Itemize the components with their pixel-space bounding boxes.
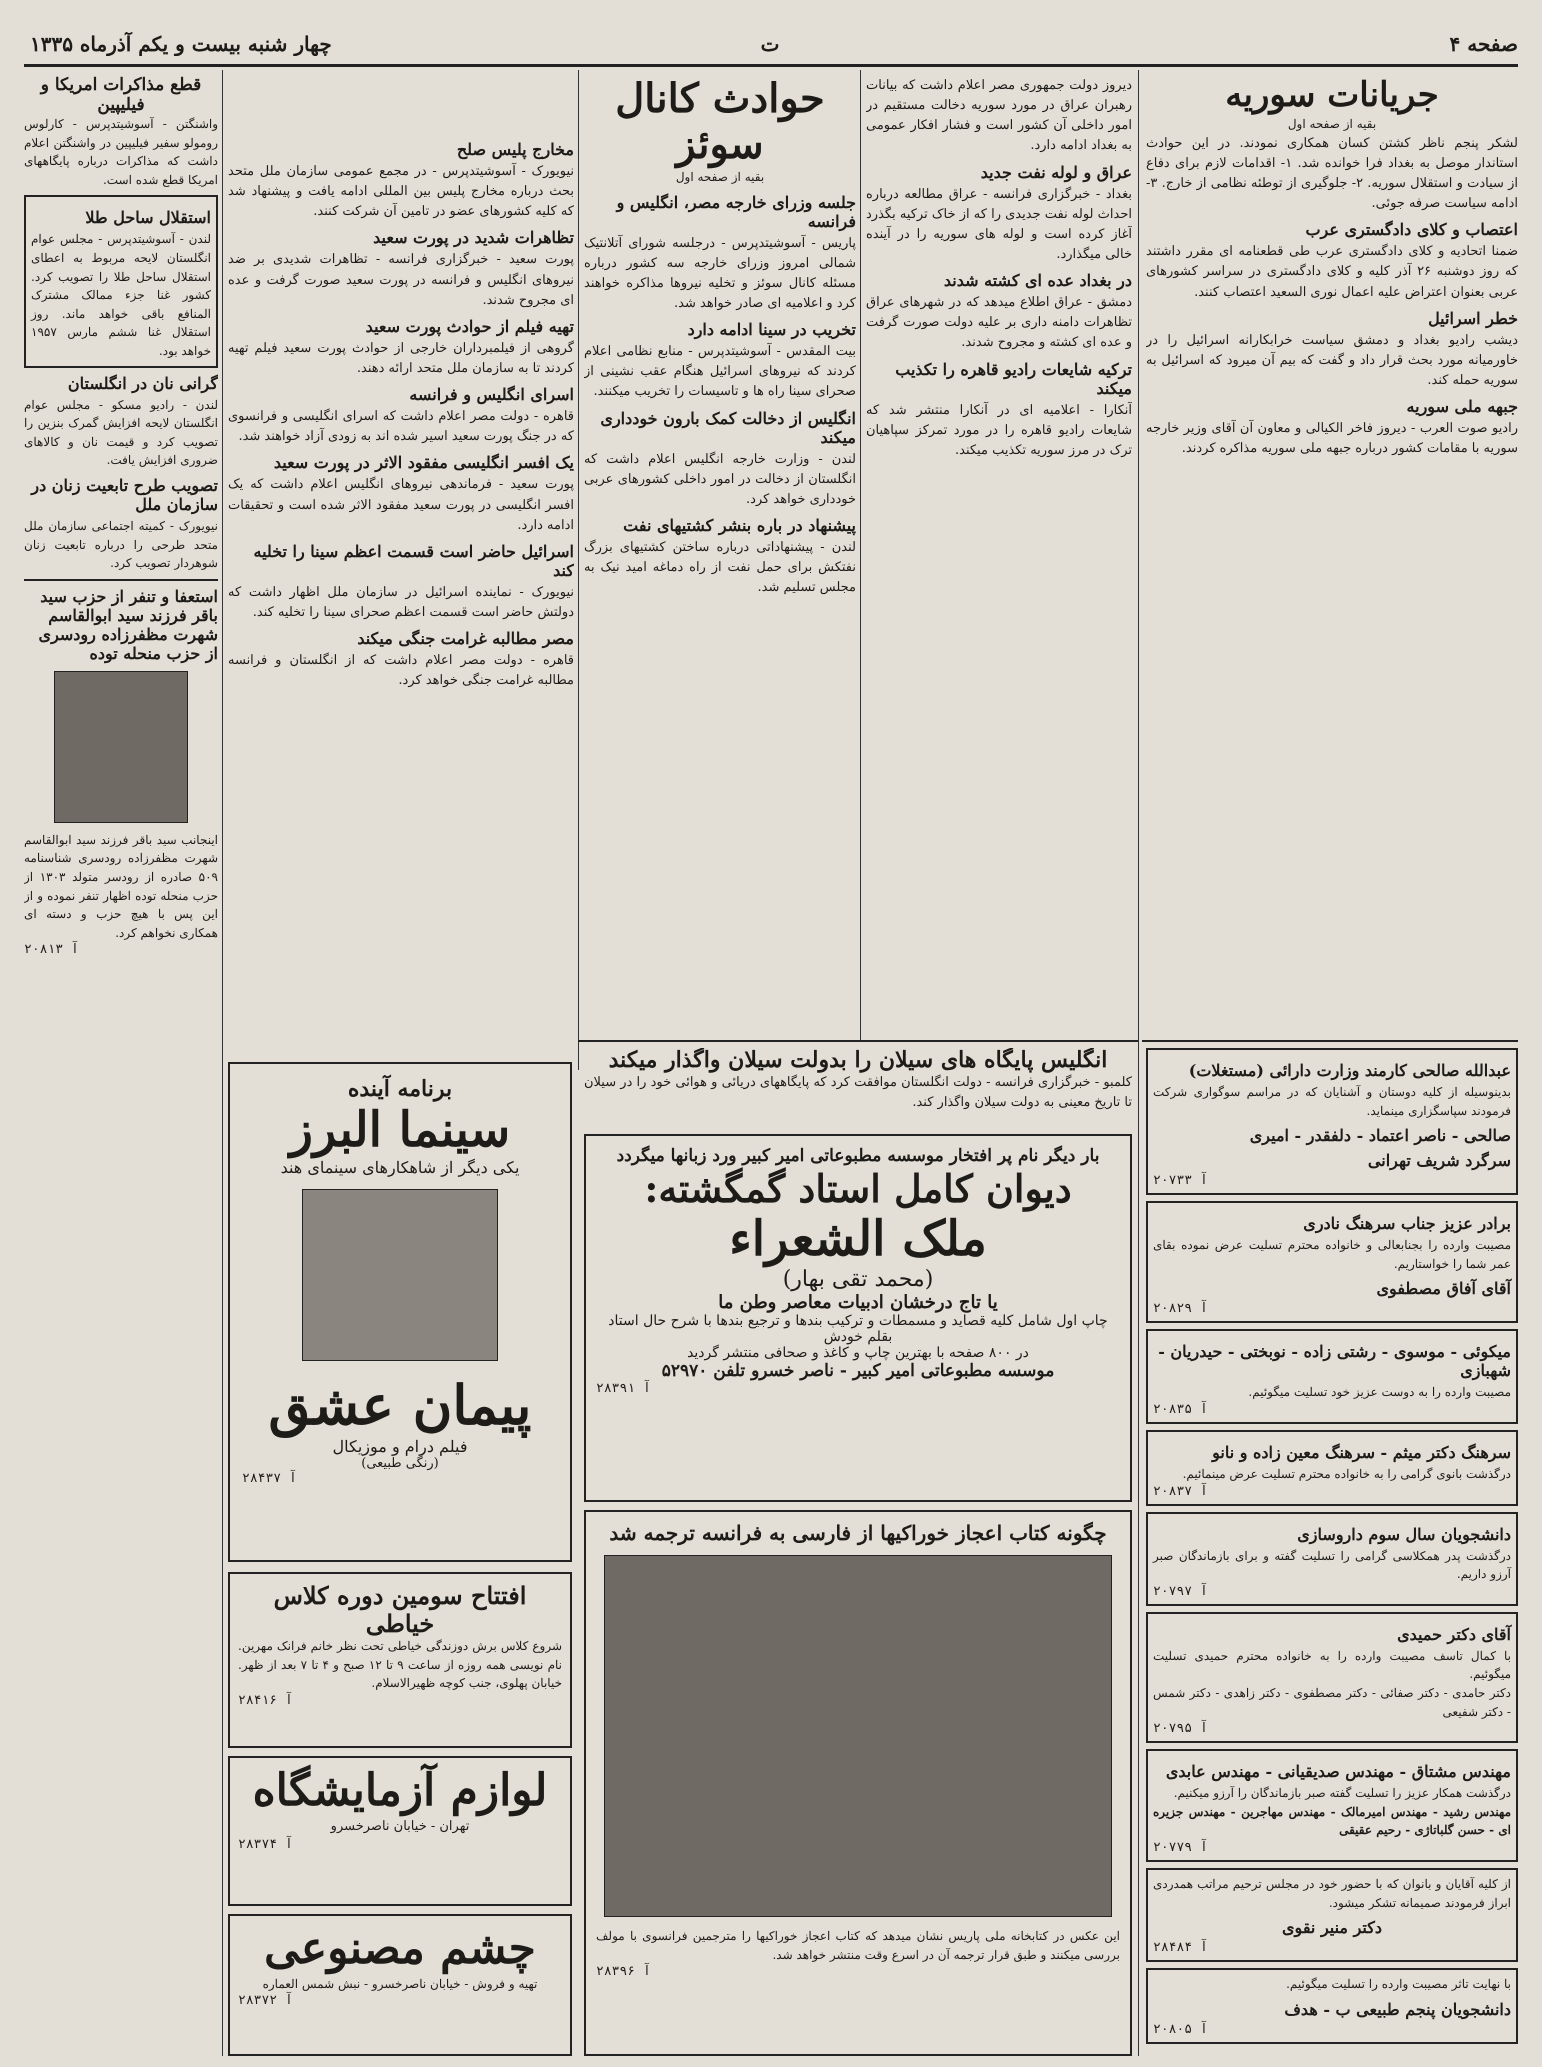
- ad-code: ۲۸۳۷۲ آ: [238, 1993, 293, 2009]
- article-body: لندن - پیشنهاداتی درباره ساختن کشتیهای بزرگ نفتکش برای حمل نفت از راه دماغه امید نیک به مجلس تسلیم شد.: [584, 540, 856, 596]
- notice-title: عبدالله صالحی کارمند وزارت دارائی (مستغلات): [1188, 1061, 1511, 1080]
- article-body: دیشب رادیو بغداد و دمشق سیاست خرابکارانه اسرائیل را در خاورمیانه مورد بحث قرار داد و گفت که بیم آن میرود که اسرائیل به سوریه حمله کند.: [1146, 332, 1518, 388]
- column-rule: [222, 70, 223, 2056]
- article-subheading: گرانی نان در انگلستان: [67, 373, 218, 393]
- ad-tagline: یکی دیگر از شاهکارهای سینمای هند: [280, 1158, 520, 1177]
- section-rule: [578, 1040, 1138, 1042]
- article-suez-cont: [228, 134, 574, 1034]
- article-body: لندن - آسوشیتدپرس - مجلس عوام انگلستان لایحه مربوط به اعطای استقلال ساحل طلا را تصویب کرد. کشور غنا جزء ممالک مشترک المنافع باقی خواهد ماند. روز استقلال غنا ششم مارس ۱۹۵۷ خواهد بود.: [31, 232, 211, 359]
- article-body: ضمنا اتحادیه و کلای دادگستری عرب طی قطعنامه ای مقرر داشتند که روز دوشنبه ۲۶ آذر کلیه و کلای دادگستری در سراسر کشورهای عربی بعنوان اعتراض علیه اعمال نوری السعید اعتصاب کنند.: [1146, 244, 1518, 300]
- article-body: نیویورک - آسوشیتدپرس - در مجمع عمومی سازمان ملل متحد بحث درباره مخارج پلیس بین المللی ادامه یافت و پیشنهاد شد که کلیه کشورهای عضو در تامین آن شرکت کنند.: [228, 164, 574, 220]
- notice-body: درگذشت همکار عزیز را تسلیت گفته صبر بازماندگان را آرزو میکنیم.: [1173, 1786, 1511, 1801]
- notice-code: ۲۰۷۳۳ آ: [1153, 1173, 1208, 1189]
- notice-code: ۲۰۷۷۹ آ: [1153, 1839, 1208, 1855]
- article-subheading: خطر اسرائیل: [1428, 308, 1518, 328]
- book-subtitle: یا تاج درخشان ادبیات معاصر وطن ما: [718, 1292, 998, 1313]
- poet-name: (محمد تقی بهار): [782, 1267, 934, 1292]
- ad-body: تهران - خیابان ناصرخسرو: [330, 1818, 470, 1834]
- notice: [1146, 1512, 1518, 1606]
- notice: [1146, 1329, 1518, 1424]
- poet-title: ملک الشعراء: [729, 1211, 987, 1267]
- film-tone: (رنگی طبیعی): [361, 1456, 439, 1471]
- ad-code: ۲۰۸۱۳ آ: [24, 942, 79, 958]
- book-title: دیوان کامل استاد گمگشته:: [644, 1166, 1072, 1211]
- notice-title: دانشجویان سال سوم داروسازی: [1297, 1524, 1511, 1544]
- article-subheading: جلسه وزرای خارجه مصر، انگلیس و فرانسه: [616, 192, 856, 231]
- notice-sign: آقای آفاق مصطفوی: [1376, 1279, 1511, 1299]
- group-photo: [604, 1555, 1112, 1917]
- article-subheading: ترکیه شایعات رادیو قاهره را تکذیب میکند: [895, 359, 1132, 398]
- ad-eye: [228, 1914, 572, 2056]
- article-title: حوادث کانال سوئز: [615, 76, 825, 168]
- notice-title: دکتر منیر نقوی: [1282, 1918, 1382, 1938]
- notice-body: مصیبت وارده را به دوست عزیز خود تسلیت میگوئیم.: [1248, 1385, 1511, 1400]
- article-body: کلمبو - خبرگزاری فرانسه - دولت انگلستان موافقت کرد که پایگاههای دریائی و هوائی خود را در سیلان تا تاریخ معینی به دولت سیلان واگذار کند.: [584, 1075, 1132, 1111]
- article-body: آنکارا - اعلامیه ای در آنکارا منتشر شد که شایعات رادیو قاهره را در مورد تمرکز سپاهیان ترک در مرز سوریه تکذیب میکند.: [866, 402, 1132, 458]
- notice-body: درگذشت پدر همکلاسی گرامی را تسلیت گفته و برای بازماندگان صبر آرزو داریم.: [1153, 1548, 1511, 1582]
- notice-title: میکوئی - موسوی - رشتی زاده - نوبختی - حیدریان - شهبازی: [1158, 1342, 1511, 1381]
- article-body: بغداد - خبرگزاری فرانسه - عراق مطالعه درباره احداث لوله نفت جدیدی را که از خاک ترکیه بگذرد آغاز کرده است و لوله های سوریه را در آینده خالی میگذارد.: [866, 186, 1132, 262]
- article-body: دمشق - عراق اطلاع میدهد که در شهرهای عراق تظاهرات دامنه داری بر علیه دولت صورت گرفت و عده ای کشته و مجروح شدند.: [866, 295, 1132, 351]
- page-number: صفحه ۴: [1449, 32, 1518, 56]
- notice-title: دانشجویان پنجم طبیعی ب - هدف: [1284, 1999, 1511, 2019]
- article-subheading: اعتصاب و کلای دادگستری عرب: [1305, 220, 1518, 240]
- article-body: گروهی از فیلمبرداران خارجی از حوادث پورت سعید فیلم تهیه کردند تا به سازمان ملل متحد ارائه دهند.: [228, 340, 574, 376]
- notice-names: دکتر حامدی - دکتر صفائی - دکتر مصطفوی - دکتر زاهدی - دکتر شمس - دکتر شفیعی: [1153, 1685, 1512, 1719]
- article-subheading: مخارج پلیس صلح: [456, 140, 574, 159]
- article-subheading: عراق و لوله نفت جدید: [980, 162, 1132, 182]
- notice-body: درگذشت بانوی گرامی را به خانواده محترم تسلیت عرض مینمائیم.: [1182, 1466, 1511, 1481]
- book-description: چاپ اول شامل کلیه قصاید و مسمطات و ترکیب بندها و ترجیع بندها با شرح حال استاد بقلم خودش: [608, 1313, 1108, 1345]
- article-subheading: مصر مطالبه غرامت جنگی میکند: [357, 629, 574, 649]
- article-body: لندن - وزارت خارجه انگلیس اعلام داشت که انگلستان از دخالت در امور داخلی کشورهای عربی خودداری خواهد کرد.: [584, 451, 856, 507]
- article-continuation: بقیه از صفحه اول: [675, 170, 765, 184]
- article-body: پورت سعید - خبرگزاری فرانسه - تظاهرات شدیدی بر ضد نیروهای انگلیس و فرانسه در پورت سعید صورت گرفت و عده ای مجروح شدند.: [228, 252, 574, 308]
- article-subheading: انگلیس از دخالت کمک بارون خودداری میکند: [600, 408, 856, 447]
- article-suez: [584, 76, 856, 1034]
- article-subheading: تصویب طرح تابعیت زنان در سازمان ملل: [31, 476, 218, 514]
- notice: [1146, 1048, 1518, 1195]
- ghana-box: [24, 195, 218, 367]
- article-title: قطع مذاکرات امریکا و فیلیپین: [40, 76, 202, 115]
- article-body: پاریس - آسوشیتدپرس - درجلسه شورای آتلانتیک شمالی امروز وزرای خارجه سه کشور درباره مسئله کانال سوئز و تخلیه نیروها مذاکره خواهند کرد و اعلامیه ای صادر خواهد شد.: [584, 235, 856, 312]
- notice-code: ۲۰۷۹۷ آ: [1153, 1583, 1208, 1599]
- ad-code: ۲۸۳۹۱ آ: [596, 1381, 651, 1396]
- ad-cinema: [228, 1062, 572, 1562]
- article-subheading: استقلال ساحل طلا: [85, 208, 211, 228]
- ad-heading: برنامه آینده: [347, 1076, 453, 1102]
- notice: [1146, 1201, 1518, 1323]
- article-subheading: تهیه فیلم از حوادث پورت سعید: [365, 316, 574, 336]
- article-subheading: در بغداد عده ای کشته شدند: [943, 271, 1132, 291]
- article-body: اینجانب سید باقر فرزند سید ابوالقاسم شهرت مظفرزاده رودسری شناسنامه ۵۰۹ صادره از رودسر متولد ۱۳۰۳ از حزب منحله توده اظهار تنفر نموده و از این پس با هیچ حزب و دسته ای همکاری نخواهم کرد.: [24, 832, 218, 940]
- article-title: انگلیس پایگاه های سیلان را بدولت سیلان واگذار میکند: [608, 1048, 1108, 1073]
- book-pages: در ۸۰۰ صفحه با بهترین چاپ و کاغذ و صحافی منتشر گردید: [687, 1345, 1029, 1361]
- ad-book: [584, 1510, 1132, 2056]
- condolence-notices: [1146, 1048, 1518, 2056]
- article-body: رادیو صوت العرب - دیروز فاخر الکیالی و معاون آن آقای وزیر خارجه سوریه با مقامات کشور درباره جبهه ملی سوریه مذاکره کردند.: [1146, 421, 1518, 457]
- notice-code: ۲۸۴۸۴ آ: [1153, 1940, 1208, 1956]
- article-continuation: بقیه از صفحه اول: [1287, 117, 1377, 132]
- article-subheading: تخریب در سینا ادامه دارد: [687, 320, 856, 340]
- article-body: دیروز دولت جمهوری مصر اعلام داشت که بیانات رهبران عراق در مورد سوریه دخالت مستقیم در امور داخلی آن کشور است و فشار افکار عمومی به بغداد ادامه دارد.: [866, 78, 1132, 154]
- portrait-photo: [54, 671, 188, 823]
- article-body: نیویورک - کمیته اجتماعی سازمان ملل متحد طرحی را درباره تابعیت زنان شوهردار تصویب کرد.: [24, 519, 218, 571]
- ad-code: ۲۸۳۹۶ آ: [596, 1964, 651, 1980]
- notice-code: ۲۰۷۹۵ آ: [1153, 1721, 1208, 1737]
- article-subheading: پیشنهاد در باره بنشر کشتیهای نفت: [623, 516, 856, 535]
- article-body: بیت المقدس - آسوشیتدپرس - منابع نظامی اعلام کردند که نیروهای اسرائیل هنگام عقب نشینی از صحرای سینا راه ها و تاسیسات را تخریب میکنند.: [584, 344, 856, 400]
- article-subheading: اسرای انگلیس و فرانسه: [409, 385, 574, 405]
- article-subheading: اسرائیل حاضر است قسمت اعظم سینا را تخلیه کند: [253, 541, 574, 580]
- notice-body: با نهایت تاثر مصیبت وارده را تسلیت میگوئیم.: [1286, 1977, 1511, 1992]
- film-genre: فیلم درام و موزیکال: [332, 1437, 468, 1456]
- article-subheading: یک افسر انگلیسی مفقود الاثر در پورت سعید: [273, 453, 574, 473]
- left-column: [24, 76, 218, 2056]
- notice-code: ۲۰۸۲۹ آ: [1153, 1301, 1208, 1317]
- photo-caption: این عکس در کتابخانه ملی پاریس نشان میدهد که کتاب اعجاز خوراکیها را مترجمین فرانسوی با مولف بررسی میکنند و طبق قرار ترجمه آن در اسرع وقت منتشر خواهد شد.: [596, 1929, 1120, 1962]
- article-subheading: تظاهرات شدید در پورت سعید: [373, 228, 574, 248]
- article-body: پورت سعید - فرماندهی نیروهای انگلیس اعلام داشت که یک افسر انگلیسی در پورت سعید مفقود الاثر شده است و تحقیقات ادامه دارد.: [228, 477, 574, 533]
- article-body: واشنگتن - آسوشیتدپرس - کارلوس رومولو سفیر فیلیپین در واشنگتن اعلام داشت که مذاکرات درباره پایگاههای امریکا قطع شده است.: [24, 117, 218, 187]
- notice-names: مهندس رشید - مهندس امیرمالک - مهندس مهاجرین - مهندس جزیره ای - حسن گلباتاژی - رحیم عقیقی: [1153, 1804, 1511, 1838]
- notice: [1146, 1968, 1518, 2044]
- ad-lab: [228, 1756, 572, 1906]
- article-body: قاهره - دولت مصر اعلام داشت که از انگلستان و فرانسه مطالبه غرامت جنگی خواهد کرد.: [228, 653, 574, 689]
- publisher: موسسه مطبوعاتی امیر کبیر - ناصر خسرو تلفن ۵۲۹۷۰: [661, 1361, 1055, 1381]
- notice-body: بدینوسیله از کلیه دوستان و آشنایان که در مراسم سوگواری شرکت فرمودند سپاسگزاری مینماید.: [1153, 1085, 1511, 1118]
- ad-title: چگونه کتاب اعجاز خوراکیها از فارسی به فرانسه ترجمه شد: [609, 1521, 1107, 1545]
- column-rule: [860, 70, 861, 1040]
- article-iraq: [866, 76, 1132, 1034]
- article-body: لندن - رادیو مسکو - مجلس عوام انگلستان لایحه افزایش گمرک بنزین را تصویب کرد و قیمت نان و کالاهای ضروری افزایش یافت.: [24, 397, 218, 468]
- notice-code: ۲۰۸۳۵ آ: [1153, 1401, 1208, 1417]
- notice-title: برادر عزیز جناب سرهنگ نادری: [1303, 1214, 1511, 1234]
- ad-divan: [584, 1134, 1132, 1502]
- notice-sign: سرگرد شریف تهرانی: [1367, 1151, 1511, 1171]
- section-mark: ت: [760, 32, 780, 56]
- ad-title: لوازم آزمایشگاه: [252, 1765, 548, 1816]
- cinema-name: سینما البرز: [289, 1102, 511, 1158]
- notice-body: مصیبت وارده را بجنابعالی و خانواده محترم تسلیت عرض نموده بقای عمر شما را خواستاریم.: [1153, 1238, 1511, 1271]
- article-subheading: استعفا و تنفر از حزب سید باقر فرزند سید ابوالقاسم شهرت مظفرزاده رودسری از حزب منحله توده: [24, 579, 218, 663]
- masthead-rule: [24, 64, 1518, 67]
- ad-title: افتتاح سومین دوره کلاس خیاطی: [273, 1581, 527, 1638]
- ad-sewing: [228, 1572, 572, 1748]
- column-rule: [1138, 70, 1139, 2056]
- section-rule: [1142, 1040, 1518, 1042]
- notice: [1146, 1612, 1518, 1743]
- notice-title: مهندس مشتاق - مهندس صدیقیانی - مهندس عابدی: [1165, 1762, 1511, 1782]
- notice: [1146, 1430, 1518, 1506]
- article-title: جریانات سوریه: [1225, 76, 1439, 115]
- article-subheading: جبهه ملی سوریه: [1406, 397, 1518, 417]
- notice: [1146, 1868, 1518, 1962]
- article-body: نیویورک - نماینده اسرائیل در سازمان ملل اظهار داشت که دولتش حاضر است قسمت اعظم صحرای سینا را تخلیه کند.: [228, 584, 574, 620]
- article-ceylon: [584, 1048, 1132, 1128]
- article-body: لشکر پنجم ناظر کشتن کسان همکاری نمودند. در این حوادث استاندار موصل به بغداد فرا خوانده شد. ۱- اقدامات لازم برای دفاع از سیادت و استقلال سوریه. ۲- جلوگیری از توطئه نظامی از خارج. ۳- ادامه سیاست صرفه جوئی.: [1146, 135, 1518, 212]
- notice: [1146, 1749, 1518, 1862]
- actress-illustration: [302, 1189, 498, 1361]
- issue-date: چهار شنبه بیست و یکم آذرماه ۱۳۳۵: [30, 32, 332, 56]
- ad-body: شروع کلاس برش دوزندگی خیاطی تحت نظر خانم فرانک مهرین. نام نویسی همه روزه از ساعت ۹ تا ۱۲ صبح و ۴ تا ۷ بعد از ظهر. خیابان پهلوی، جنب کوچه ظهیرالاسلام.: [238, 1639, 562, 1691]
- article-syria: [1146, 76, 1518, 1034]
- notice-title: سرهنگ دکتر میثم - سرهنگ معین زاده و نانو: [1212, 1442, 1511, 1462]
- ad-body: تهیه و فروش - خیابان ناصرخسرو - نبش شمس العماره: [262, 1976, 538, 1991]
- ad-code: ۲۸۴۳۷ آ: [242, 1471, 297, 1486]
- ad-code: ۲۸۳۷۴ آ: [238, 1836, 293, 1852]
- ad-title: چشم مصنوعی: [264, 1923, 536, 1974]
- notice-code: ۲۰۸۰۵ آ: [1153, 2021, 1208, 2037]
- ad-code: ۲۸۴۱۶ آ: [238, 1692, 293, 1708]
- notice-body: از کلیه آقایان و بانوان که با حضور خود در مجلس ترحیم مراتب همدردی ابراز فرمودند صمیمانه تشکر میشود.: [1153, 1876, 1511, 1910]
- notice-names: صالحی - ناصر اعتماد - دلفقدر - امیری: [1249, 1126, 1511, 1146]
- film-title: پیمان عشق: [268, 1373, 532, 1437]
- column-rule: [578, 70, 579, 1070]
- notice-code: ۲۰۸۳۷ آ: [1153, 1483, 1208, 1499]
- ad-intro: بار دیگر نام پر افتخار موسسه مطبوعاتی امیر کبیر ورد زبانها میگردد: [616, 1146, 1100, 1166]
- notice-title: آقای دکتر حمیدی: [1397, 1624, 1511, 1644]
- notice-body: با کمال تاسف مصیبت وارده را به خانواده محترم حمیدی تسلیت میگوئیم.: [1153, 1648, 1511, 1682]
- article-body: قاهره - دولت مصر اعلام داشت که اسرای انگلیسی و فرانسوی که در جنگ پورت سعید اسیر شده اند به زودی آزاد خواهند شد.: [228, 409, 574, 445]
